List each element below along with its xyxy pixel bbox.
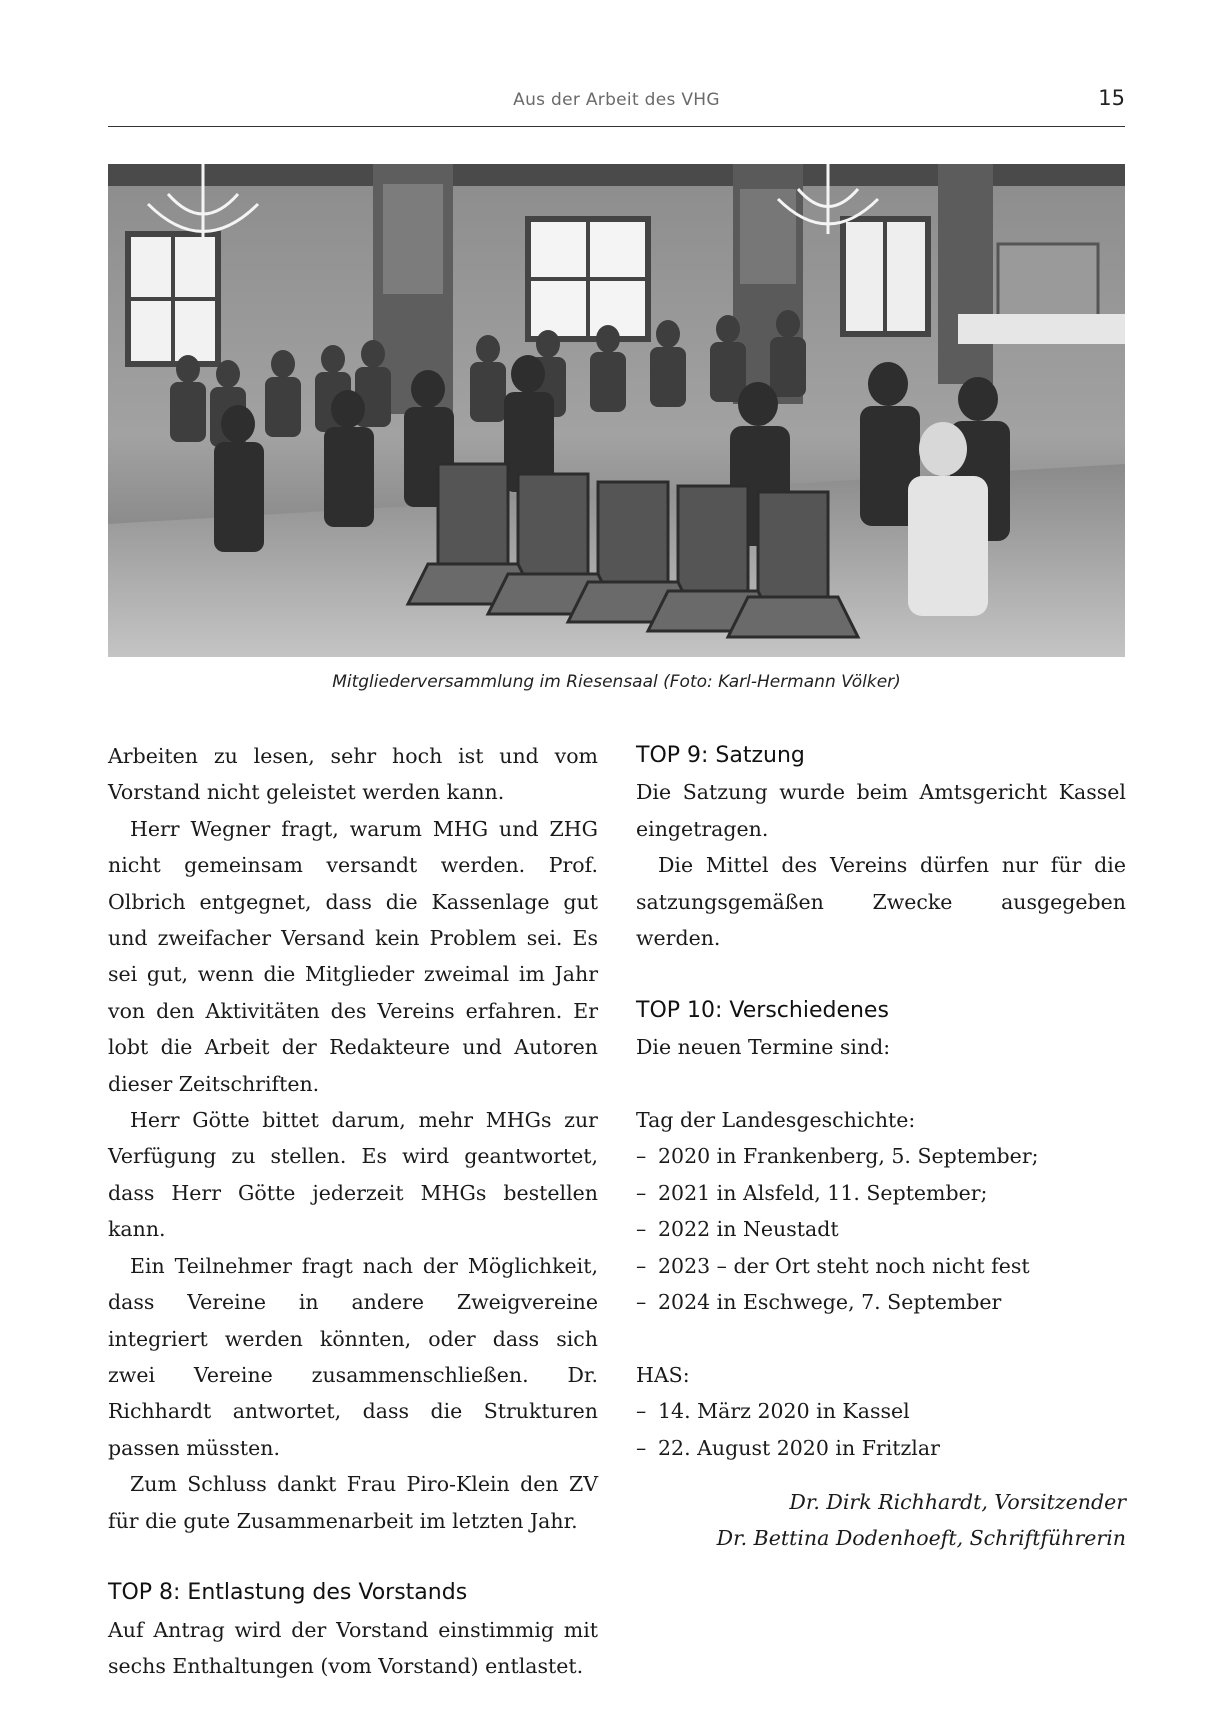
left-column <box>108 738 598 1685</box>
paragraph: Die Mittel des Vereins dürfen nur für die satzungsgemäßen Zwecke ausgegeben werden. <box>636 853 1126 951</box>
right-column <box>636 738 1126 1557</box>
signature-line: Dr. Dirk Richhardt, Vorsitzender <box>789 1490 1126 1515</box>
list-item: – 2021 in Alsfeld, 11. September; <box>636 1175 1126 1211</box>
running-title: Aus der Arbeit des VHG <box>513 90 720 110</box>
spacer <box>636 1066 1126 1102</box>
paragraph: Herr Wegner fragt, warum MHG und ZHG nicht gemeinsam versandt werden. Prof. Olbrich entgegnet, dass die Kassenlage gut und zweifacher Versand kein Problem sei. Es sei gut, wenn die Mitglieder zweimal im Jahr von den Aktivitäten des Vereins erfahren. Er lobt die Arbeit der Redakteure und Autoren dieser Zeitschriften. <box>108 816 598 1096</box>
list-item: – 22. August 2020 in Fritzlar <box>636 1430 1126 1466</box>
paragraph: Herr Götte bittet darum, mehr MHGs zur Verfügung zu stellen. Es wird geantwortet, dass Herr Götte jederzeit MHGs bestellen kann. <box>108 1108 598 1242</box>
section-heading-top9: TOP 9: Satzung <box>636 743 805 768</box>
list-item: – 2024 in Eschwege, 7. September <box>636 1284 1126 1320</box>
list-item: – 2020 in Frankenberg, 5. September; <box>636 1138 1126 1174</box>
list-item: – 2022 in Neustadt <box>636 1211 1126 1247</box>
dash: – <box>636 1217 647 1242</box>
dash: – <box>636 1435 647 1460</box>
dash: – <box>636 1144 647 1169</box>
photo-caption: Mitgliederversammlung im Riesensaal (Foto: Karl-Hermann Völker) <box>332 672 901 692</box>
paragraph: Die neuen Termine sind: <box>636 1035 891 1060</box>
signature-line: Dr. Bettina Dodenhoeft, Schriftführerin <box>716 1526 1126 1551</box>
paragraph: Auf Antrag wird der Vorstand einstimmig mit sechs Enthaltungen (vom Vorstand) entlastet. <box>108 1617 598 1679</box>
spacer <box>636 1320 1126 1356</box>
paragraph: Ein Teilnehmer fragt nach der Möglichkeit, dass Vereine in andere Zweigvereine integriert werden könnten, oder dass sich zwei Vereine zusammenschließen. Dr. Richhardt antwortet, dass die Strukturen passen müssten. <box>108 1253 598 1460</box>
list-item: – 14. März 2020 in Kassel <box>636 1393 1126 1429</box>
dash: – <box>636 1253 647 1278</box>
dash: – <box>636 1399 647 1424</box>
signature-block <box>636 1484 1126 1557</box>
list-label: HAS: <box>636 1362 690 1387</box>
dash: – <box>636 1290 647 1315</box>
section-heading-top8: TOP 8: Entlastung des Vorstands <box>108 1580 468 1606</box>
paragraph: Zum Schluss dankt Frau Piro-Klein den ZV für die gute Zusammenarbeit im letzten Jahr. <box>108 1472 598 1533</box>
paragraph: Arbeiten zu lesen, sehr hoch ist und vom Vorstand nicht geleistet werden kann. <box>108 744 598 805</box>
page-number: 15 <box>1098 86 1125 110</box>
section-heading-top10: TOP 10: Verschiedenes <box>636 997 889 1023</box>
meeting-photo-illustration <box>108 164 1125 657</box>
running-header <box>108 86 1125 127</box>
meeting-photo <box>108 164 1125 657</box>
list-label: Tag der Landesgeschichte: <box>636 1108 916 1133</box>
list-item: – 2023 – der Ort steht noch nicht fest <box>636 1248 1126 1284</box>
dash: – <box>636 1180 647 1205</box>
spacer <box>108 1539 598 1575</box>
paragraph: Die Satzung wurde beim Amtsgericht Kassel eingetragen. <box>636 780 1126 841</box>
spacer <box>636 956 1126 992</box>
